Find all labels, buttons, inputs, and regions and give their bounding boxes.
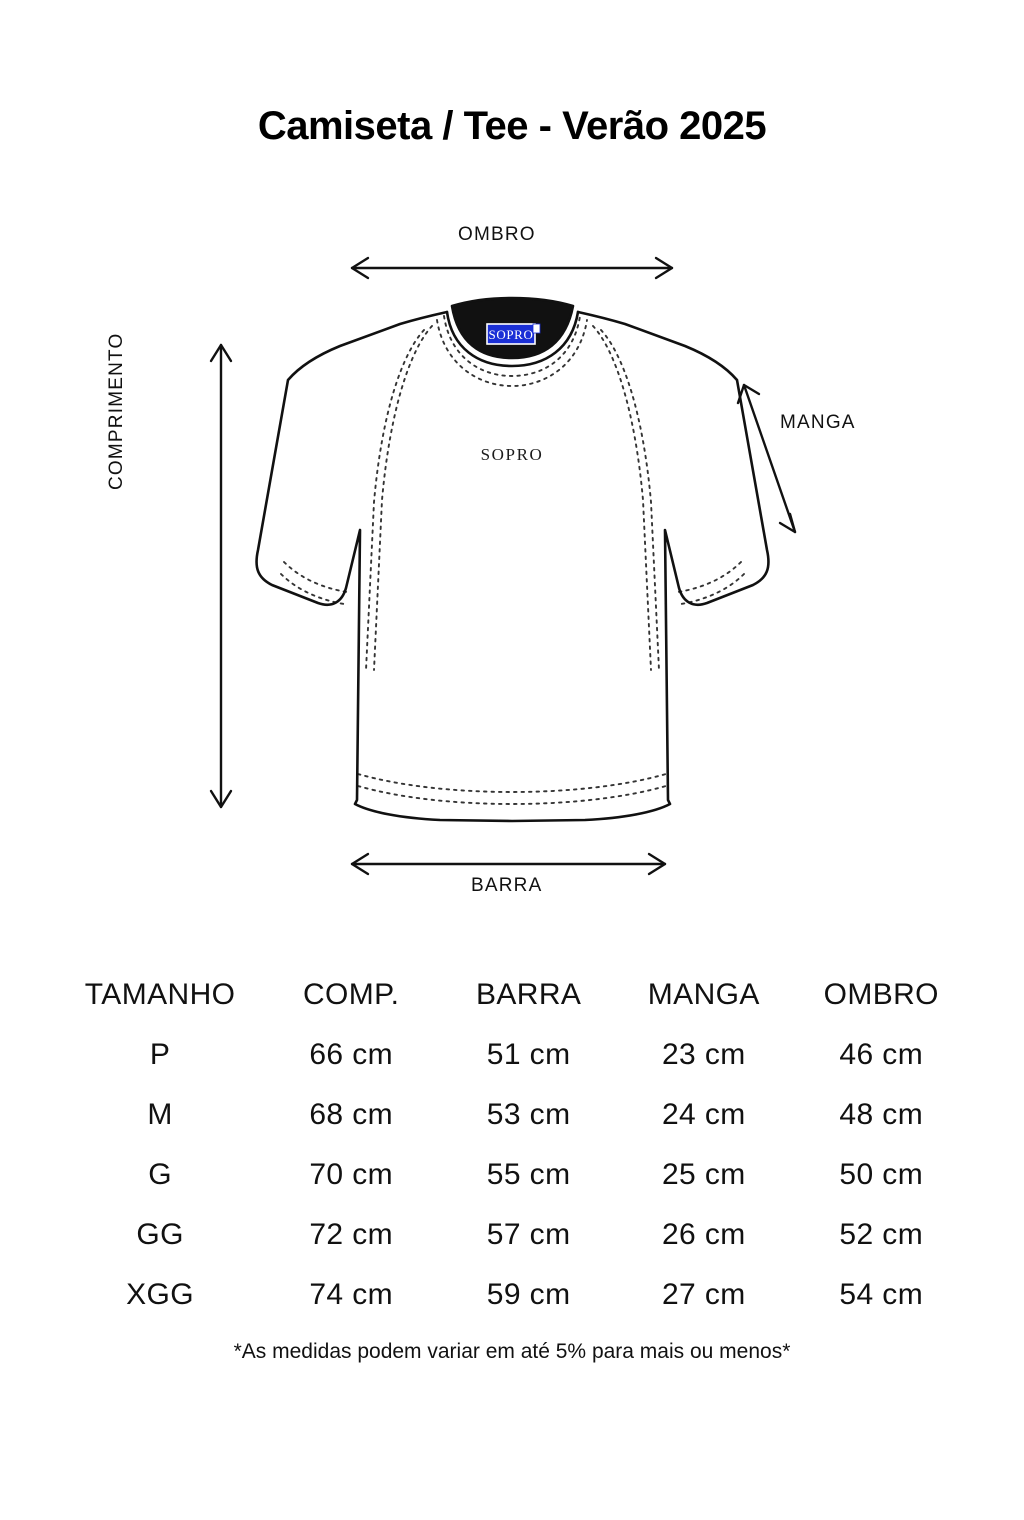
bottom-hem-stitching <box>358 774 666 804</box>
shoulder-stitching <box>366 326 659 670</box>
cell-ombro: 46 cm <box>839 1038 924 1071</box>
cell-size: XGG <box>126 1278 195 1311</box>
column-header-ombro: OMBRO <box>823 978 939 1011</box>
page-title: Camiseta / Tee - Verão 2025 <box>257 104 767 148</box>
cell-manga: 23 cm <box>661 1038 746 1071</box>
cell-comp: 70 cm <box>309 1158 394 1191</box>
label-barra: BARRA <box>471 875 543 896</box>
cell-barra: 55 cm <box>486 1158 571 1191</box>
cell-comp: 68 cm <box>309 1098 394 1131</box>
cell-barra: 53 cm <box>486 1098 571 1131</box>
table-row <box>60 1145 970 1205</box>
label-comprimento: COMPRIMENTO <box>106 332 127 490</box>
table-header-row <box>60 965 970 1025</box>
cell-ombro: 54 cm <box>839 1278 924 1311</box>
svg-text:SOPRO: SOPRO <box>488 327 534 342</box>
ombro-arrow <box>352 258 672 278</box>
cell-size: M <box>147 1098 173 1131</box>
table-row <box>60 1205 970 1265</box>
cell-ombro: 48 cm <box>839 1098 924 1131</box>
cell-size: P <box>149 1038 171 1071</box>
table-row <box>60 1025 970 1085</box>
cell-barra: 51 cm <box>486 1038 571 1071</box>
size-table <box>60 965 970 1325</box>
tshirt-diagram <box>0 200 1024 930</box>
table-row <box>60 1085 970 1145</box>
column-header-comp: COMP. <box>302 978 400 1011</box>
cell-comp: 74 cm <box>309 1278 394 1311</box>
table-row <box>60 1265 970 1325</box>
cell-ombro: 50 cm <box>839 1158 924 1191</box>
cell-manga: 24 cm <box>661 1098 746 1131</box>
cell-manga: 25 cm <box>661 1158 746 1191</box>
cell-barra: 59 cm <box>486 1278 571 1311</box>
column-header-barra: BARRA <box>475 978 582 1011</box>
cell-manga: 27 cm <box>661 1278 746 1311</box>
cell-comp: 66 cm <box>309 1038 394 1071</box>
manga-arrow <box>738 385 795 532</box>
tshirt-svg <box>0 200 1024 930</box>
cell-size: G <box>148 1158 172 1191</box>
cell-size: GG <box>136 1218 184 1251</box>
cell-ombro: 52 cm <box>839 1218 924 1251</box>
label-ombro: OMBRO <box>458 224 536 245</box>
label-manga: MANGA <box>780 412 856 433</box>
barra-arrow <box>352 854 665 874</box>
cell-comp: 72 cm <box>309 1218 394 1251</box>
neck-tag <box>487 324 540 344</box>
chest-print: SOPRO <box>480 445 544 464</box>
cell-manga: 26 cm <box>661 1218 746 1251</box>
cell-barra: 57 cm <box>486 1218 571 1251</box>
measurement-disclaimer: *As medidas podem variar em até 5% para mais ou menos* <box>233 1340 791 1363</box>
comprimento-arrow <box>211 345 231 807</box>
column-header-tamanho: TAMANHO <box>84 978 236 1011</box>
column-header-manga: MANGA <box>647 978 760 1011</box>
